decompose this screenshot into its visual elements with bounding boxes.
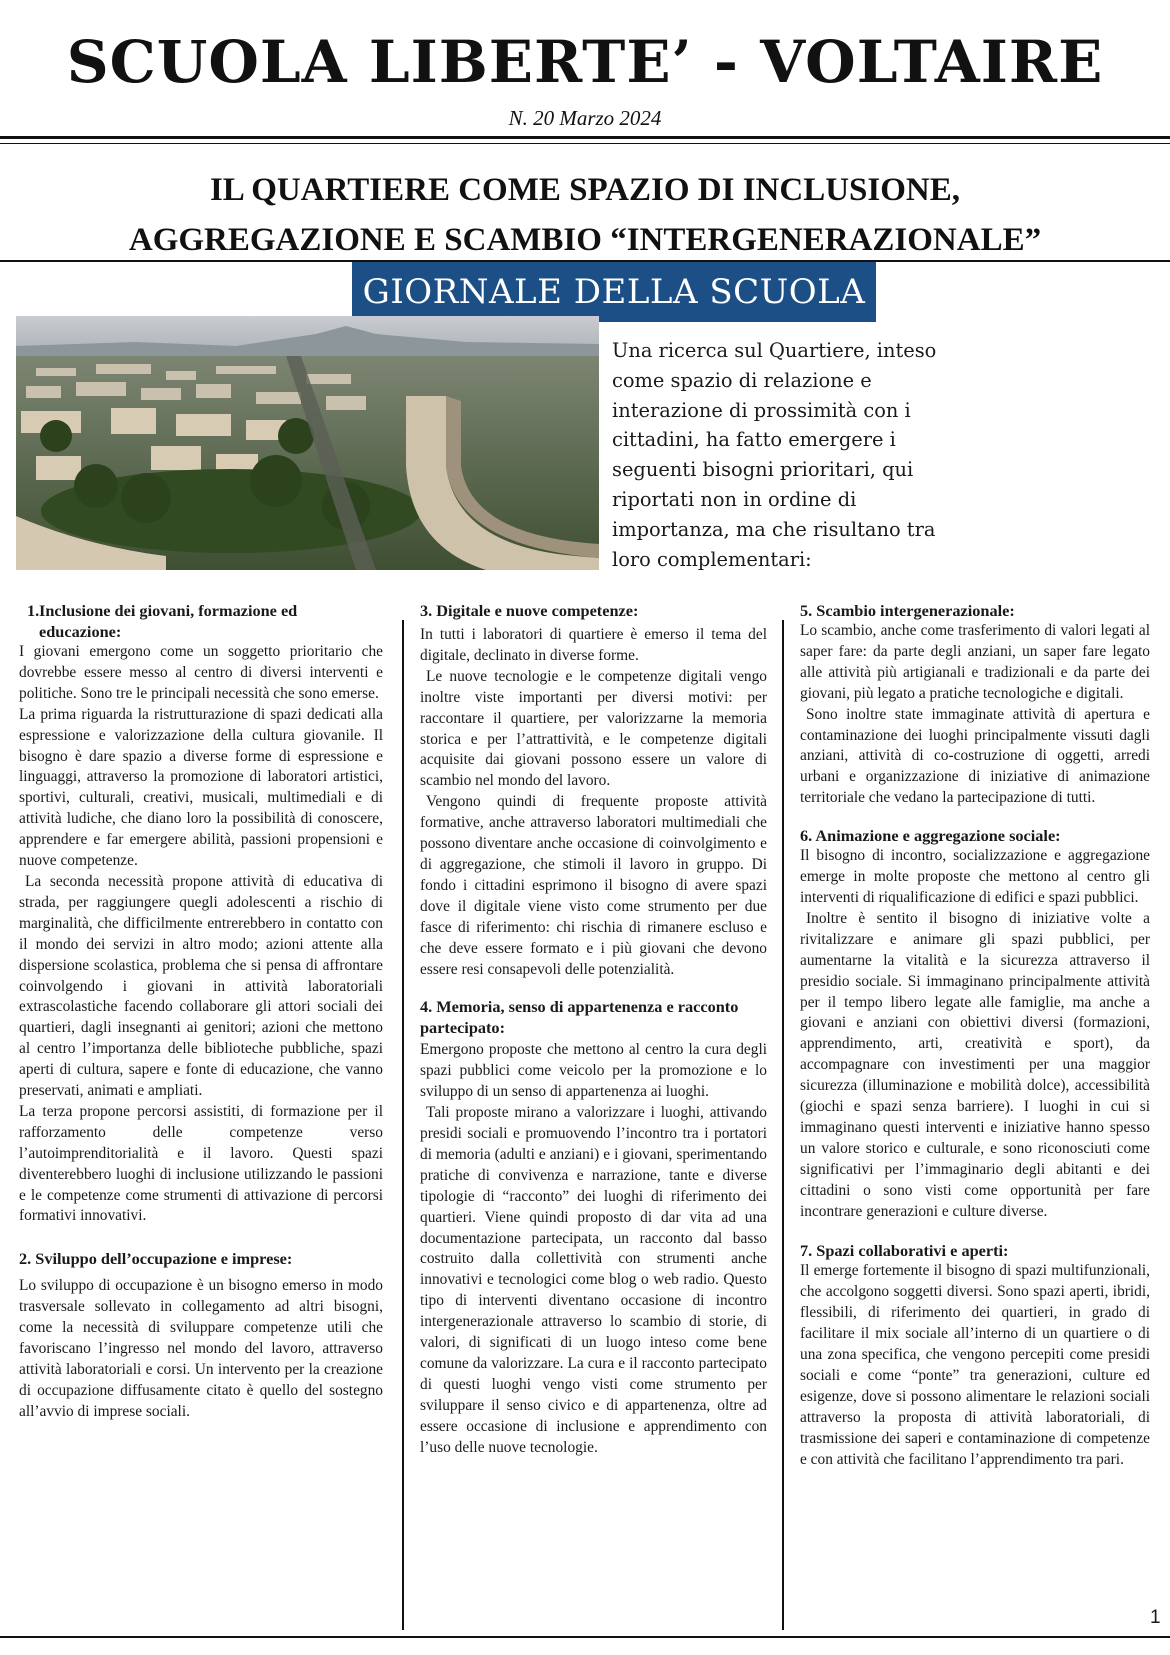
intro-line: come spazio di relazione e xyxy=(612,368,872,392)
section-1-paragraph: I giovani emergono come un soggetto prioritario che dovrebbe essere messo al centro di diversi interventi e politiche. Sono tre le principali necessità che sono emerse. xyxy=(19,643,383,702)
intro-line: interazione di prossimità con i xyxy=(612,398,911,422)
issue-line: N. 20 Marzo 2024 xyxy=(508,106,662,130)
column-1 xyxy=(19,600,383,1423)
rule-bottom xyxy=(0,1636,1170,1638)
section-1-title: Inclusione dei giovani, formazione ed educazione: xyxy=(39,601,298,641)
section-6-paragraph: Inoltre è sentito il bisogno di iniziative volte a rivitalizzare e animare gli spazi pubblici, per aumentarne la vitalità e la sicurezza attraverso il presidio sociale. Si immaginano principalmente attività per il tempo libero legate alle famiglie, ma anche a giovani e anziani con obiettivi diversi (formazioni, apprendimento, arti, creatività e sport), da accompagnare con investimenti per una maggior sicurezza (illuminazione e mobilità dolce), accessibilità (giochi e spazi senza barriere). I luoghi in cui si immaginano questi interventi e iniziative hanno spesso un valore storico e culturale, e sono riconosciuti come significativi per l’immaginario degli abitanti e dei cittadini o sono visti come opportunità per fare incontrare generazioni e culture diverse. xyxy=(800,909,1150,1220)
section-banner: GIORNALE DELLA SCUOLA xyxy=(352,262,876,322)
section-5-paragraph: Sono inoltre state immaginate attività di apertura e contaminazione dei luoghi principalmente vissuti dagli anziani, attività di co-costruzione di oggetti, arredi urbani e organizzazione di iniziative di animazione territoriale che vedano la partecipazione di tutti. xyxy=(800,705,1150,807)
section-7-paragraph: Il emerge fortemente il bisogno di spazi multifunzionali, che accolgono soggetti diversi. Sono spazi aperti, ibridi, flessibili, di riferimento dei quartieri, in grado di facilitare il mix sociale all’interno di un quartiere o di una zona specifica, che vengono percepiti come presidi sociali e come “ponte” tra generazioni, culture ed esigenze, dove si possono alimentare le relazioni sociali attraverso la proposta di attività laboratoriali, di trasmissione dei saperi e contaminazione di competenze e con attività che facilitano l’apprendimento tra pari. xyxy=(800,1262,1150,1468)
section-1-paragraph: La prima riguarda la ristrutturazione di spazi dedicati alla espressione e valorizzazione della cultura giovanile. Il bisogno è dare spazio a diverse forme di espressione e linguaggi, attraverso la promozione di laboratori artistici, sportivi, culturali, creativi, musicali, multimediali e di attività ludiche, che diano loro la possibilità di conoscere, apprendere e far emergere abilità, passioni propensioni e nuove competenze. xyxy=(19,705,383,870)
section-1-paragraph: La terza propone percorsi assistiti, di formazione per il rafforzamento delle competenze verso l’autoimprenditorialità e il lavoro. Questi spazi diventerebbero luoghi di inclusione utilizzando le passioni e le competenze come strumenti di attivazione di percorsi formativi innovativi. xyxy=(19,1102,383,1225)
headline-line-1: IL QUARTIERE COME SPAZIO DI INCLUSIONE, xyxy=(209,172,961,208)
section-6-title: 6. Animazione e aggregazione sociale: xyxy=(800,826,1061,846)
intro-line: seguenti bisogni prioritari, qui xyxy=(612,458,914,482)
column-divider-2 xyxy=(782,620,784,1630)
section-7-title: 7. Spazi collaborativi e aperti: xyxy=(800,1241,1009,1261)
section-4-title: 4. Memoria, senso di appartenenza e racconto partecipato: xyxy=(420,997,739,1038)
section-1-heading xyxy=(19,600,383,642)
section-5-paragraph: Lo scambio, anche come trasferimento di valori legati al saper fare: da parte degli anziani, un saper fare legato alle attività più artigianali e tradizionali e da parte dei giovani, più legato a pratiche tecnologiche e digitali. xyxy=(800,622,1150,702)
column-2 xyxy=(420,600,767,1459)
masthead-title: SCUOLA LIBERTE’ - VOLTAIRE xyxy=(66,28,1104,96)
section-5-title: 5. Scambio intergenerazionale: xyxy=(800,601,1015,620)
column-divider-1 xyxy=(402,620,404,1630)
section-4-paragraph: Tali proposte mirano a valorizzare i luoghi, attivando presidi sociali e promuovendo l’incontro tra i portatori di memoria (adulti e anziani) e i giovani, sperimentando pratiche di convivenza e narrazione, tante e diverse tipologie di “racconto” dei luoghi di riferimento dei quartieri. Viene quindi proposto di dar vita ad una documentazione partecipata, un racconto dal basso costruito dalla collettività con strumenti anche innovativi e tecnologici come blog o web radio. Questo tipo di interventi diventano occasione di incontro intergenerazionale attraverso lo scambio di storie, di valori, di significati di un luogo inteso come bene comune da valorizzare. La cura e il racconto partecipato di questi luoghi vengo visti come strumento per sviluppare il senso civico e di appartenenza, oltre ad essere occasione di inclusione e apprendimento con l’uso delle nuove tecnologie. xyxy=(420,1104,767,1456)
page-number: 1 xyxy=(1150,1607,1161,1628)
section-4-paragraph: Emergono proposte che mettono al centro la cura degli spazi pubblici come veicolo per la promozione e lo sviluppo di un senso di appartenenza ai luoghi. xyxy=(420,1041,767,1101)
headline-line-2: AGGREGAZIONE E SCAMBIO “INTERGENERAZIONALE” xyxy=(128,222,1042,258)
section-3-title: 3. Digitale e nuove competenze: xyxy=(420,601,639,620)
section-3-paragraph: Vengono quindi di frequente proposte attività formative, anche attraverso laboratori multimediali che possono diventare anche occasione di coinvolgimento e di aggregazione, che stimoli il lavoro in gruppo. Di fondo i cittadini esprimono il bisogno di avere spazi dove il digitale viene visto come strumento per due fasce di riferimento: chi rischia di rimanere escluso e che deve essere formato e i più giovani che devono essere resi consapevoli delle potenzialità. xyxy=(420,793,767,978)
intro-text xyxy=(612,336,944,574)
rule-top-thick xyxy=(0,136,1170,139)
intro-line: riportati non in ordine di xyxy=(612,487,857,511)
section-6-paragraph: Il bisogno di incontro, socializzazione e aggregazione emerge in molte proposte che mettono al centro gli interventi di riqualificazione di edifici e spazi pubblici. xyxy=(800,847,1150,906)
section-1-number: 1. xyxy=(27,601,40,620)
section-3-paragraph: Le nuove tecnologie e le competenze digitali vengo inoltre viste importanti per diversi motivi: per raccontare il quartiere, per valorizzarne la memoria storica e per l’attrattività, e le competenze digitali acquisite dai giovani possono essere un valore di scambio nel mondo del lavoro. xyxy=(420,667,767,790)
section-2-title: 2. Sviluppo dell’occupazione e imprese: xyxy=(19,1249,293,1269)
section-3-paragraph: In tutti i laboratori di quartiere è emerso il tema del digitale, declinato in diverse forme. xyxy=(420,626,767,664)
section-1-paragraph: La seconda necessità propone attività di educativa di strada, per raggiungere quegli adolescenti a rischio di marginalità, che difficilmente entrerebbero in contatto con il mondo dei servizi in altro modo; azioni attente alla dispersione scolastica, problema che si pensa di affrontare coinvolgendo i giovani in attività laboratoriali extrascolastiche facendo collaborare gli attori sociali dei quartieri, dagli insegnanti ai genitori; azioni che mettono al centro l’importanza delle biblioteche pubbliche, spazi aperti di cultura, sapere e fonte di educazione, che vanno preservati, animati e ampliati. xyxy=(19,872,383,1100)
intro-line: Una ricerca sul Quartiere, inteso xyxy=(612,339,937,362)
section-2-paragraph: Lo sviluppo di occupazione è un bisogno emerso in modo trasversale sollevato in collegamento ad altri bisogni, come la necessità di sviluppare competenze utili che favoriscano l’ingresso nel mondo del lavoro, attraverso attività laboratoriali e corsi. Un intervento per la creazione di occupazione diffusamente citato è quello del sostegno all’avvio di imprese sociali. xyxy=(19,1277,383,1420)
headline xyxy=(0,165,1170,265)
intro-line: cittadini, ha fatto emergere i xyxy=(612,428,896,452)
rule-top-thin xyxy=(0,143,1170,144)
column-3 xyxy=(800,600,1150,1471)
neighborhood-aerial-photo xyxy=(16,316,599,570)
intro-line: loro complementari: xyxy=(612,547,812,571)
intro-line: importanza, ma che risultano tra xyxy=(612,517,936,541)
